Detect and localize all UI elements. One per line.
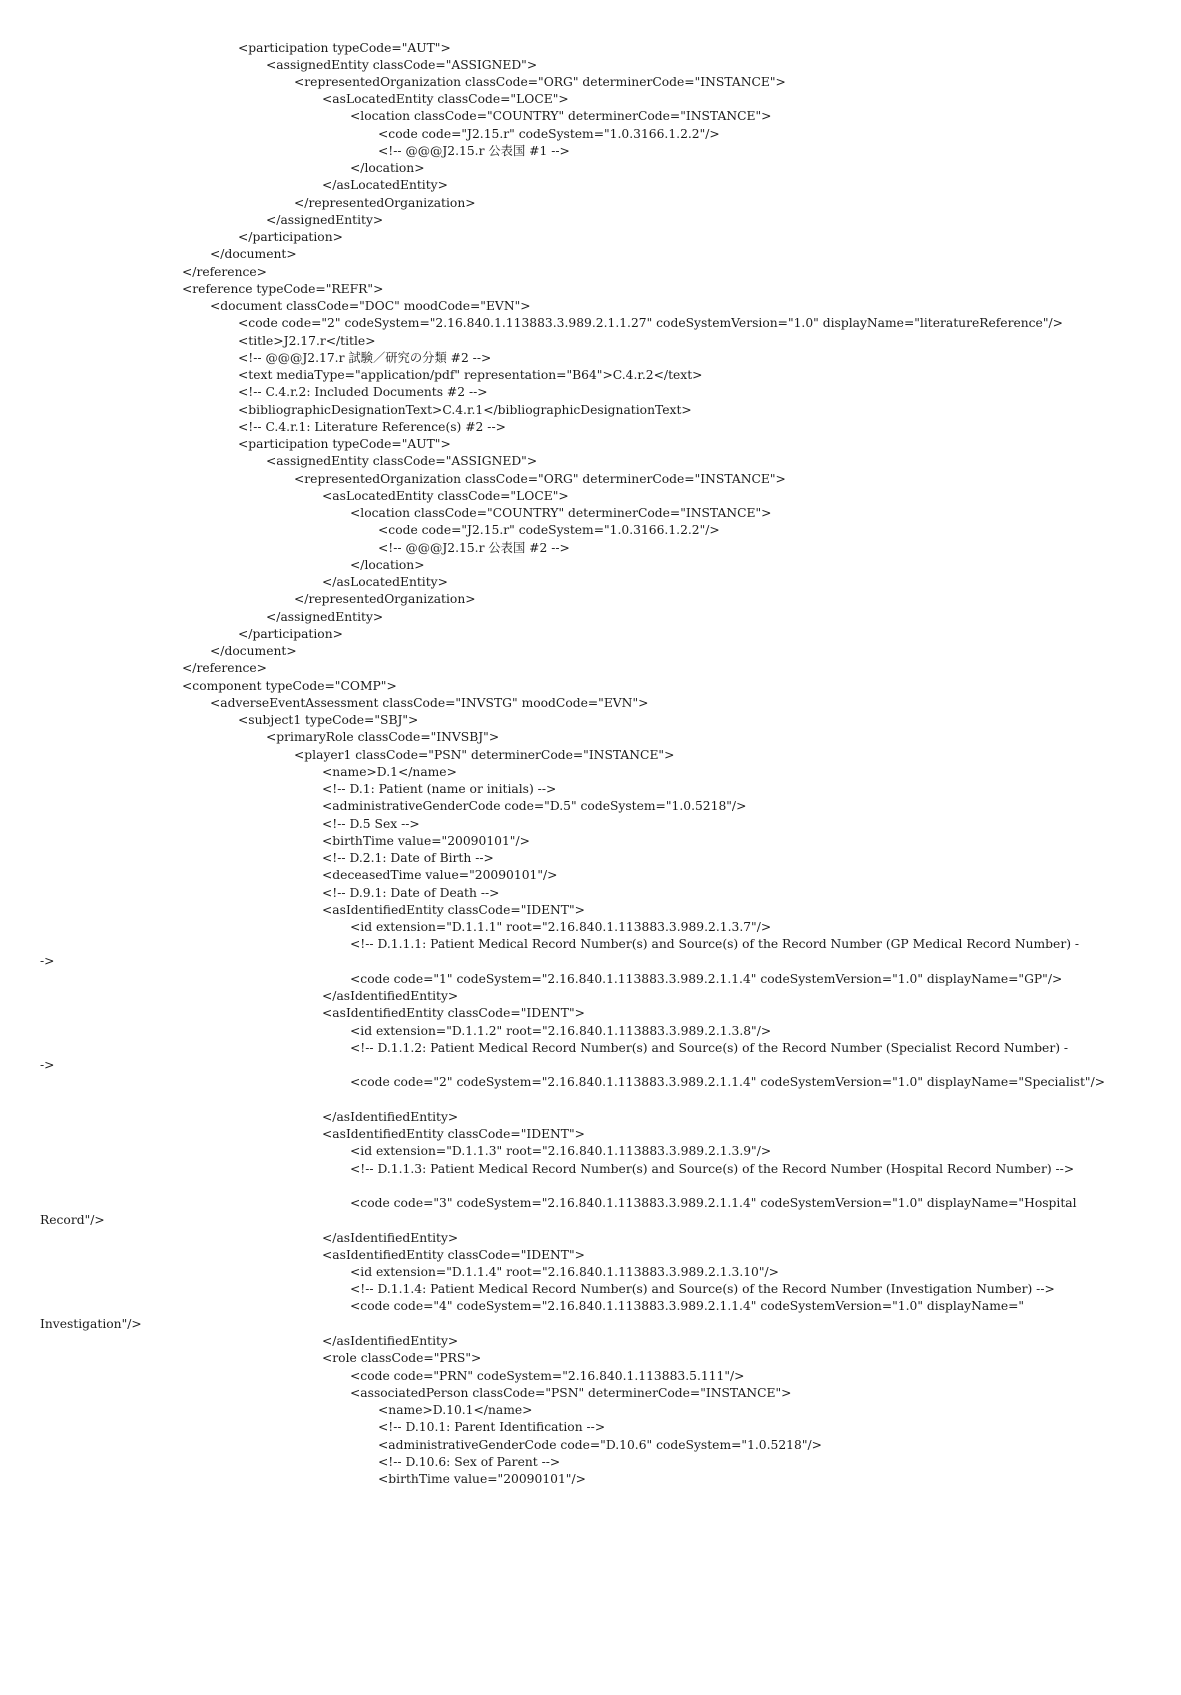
code-line: <reference typeCode="REFR">: [182, 282, 384, 296]
code-line: <!-- D.1.1.4: Patient Medical Record Number(s) and Source(s) of the Record Number (Investigation Number) -->: [350, 1282, 1055, 1296]
code-line: <!-- D.1.1.3: Patient Medical Record Number(s) and Source(s) of the Record Number (Hospital Record Number) -->: [350, 1162, 1075, 1176]
code-line: <text mediaType="application/pdf" representation="B64">C.4.r.2</text>: [238, 368, 703, 382]
code-line: <document classCode="DOC" moodCode="EVN">: [210, 299, 531, 313]
code-line: <code code="J2.15.r" codeSystem="1.0.3166.1.2.2"/>: [378, 127, 720, 141]
code-line: <!-- C.4.r.1: Literature Reference(s) #2 -->: [238, 420, 506, 434]
xml-code-page: [40, 40, 1135, 1580]
code-line: </participation>: [238, 230, 343, 244]
code-line: <code code="J2.15.r" codeSystem="1.0.3166.1.2.2"/>: [378, 523, 720, 537]
code-line: <!-- D.1.1.1: Patient Medical Record Number(s) and Source(s) of the Record Number (GP Medical Record Number) -: [350, 937, 1080, 951]
code-line: <!-- @@@J2.15.r 公表国 #2 -->: [378, 541, 570, 555]
code-line: <participation typeCode="AUT">: [238, 437, 451, 451]
code-line: <administrativeGenderCode code="D.5" codeSystem="1.0.5218"/>: [322, 799, 747, 813]
code-line: <code code="1" codeSystem="2.16.840.1.113883.3.989.2.1.1.4" codeSystemVersion="1.0" displayName="GP"/>: [350, 972, 1063, 986]
code-line: <!-- D.10.6: Sex of Parent -->: [378, 1455, 561, 1469]
code-line: </document>: [210, 247, 297, 261]
code-line: <deceasedTime value="20090101"/>: [322, 868, 558, 882]
code-line: <!-- D.1.1.2: Patient Medical Record Number(s) and Source(s) of the Record Number (Specialist Record Number) -: [350, 1041, 1069, 1055]
code-line: <bibliographicDesignationText>C.4.r.1</bibliographicDesignationText>: [238, 403, 692, 417]
code-line: <adverseEventAssessment classCode="INVSTG" moodCode="EVN">: [210, 696, 649, 710]
code-line: <!-- @@@J2.17.r 試験／研究の分類 #2 -->: [238, 351, 492, 365]
code-line: </asIdentifiedEntity>: [322, 1110, 459, 1124]
code-line: <asLocatedEntity classCode="LOCE">: [322, 489, 569, 503]
code-line: <assignedEntity classCode="ASSIGNED">: [266, 454, 538, 468]
code-line: <location classCode="COUNTRY" determinerCode="INSTANCE">: [350, 109, 772, 123]
code-line: </reference>: [182, 661, 267, 675]
code-line: </asLocatedEntity>: [322, 575, 448, 589]
code-line: <representedOrganization classCode="ORG" determinerCode="INSTANCE">: [294, 75, 786, 89]
code-line: <id extension="D.1.1.2" root="2.16.840.1.113883.3.989.2.1.3.8"/>: [350, 1024, 772, 1038]
code-line: <asIdentifiedEntity classCode="IDENT">: [322, 1127, 585, 1141]
code-line: </location>: [350, 161, 425, 175]
code-line: <player1 classCode="PSN" determinerCode="INSTANCE">: [294, 748, 675, 762]
code-line: </reference>: [182, 265, 267, 279]
code-line: <name>D.10.1</name>: [378, 1403, 533, 1417]
code-line: <birthTime value="20090101"/>: [378, 1472, 586, 1486]
code-line: <!-- D.5 Sex -->: [322, 817, 420, 831]
code-line: </asIdentifiedEntity>: [322, 1334, 459, 1348]
code-line: <code code="2" codeSystem="2.16.840.1.113883.3.989.2.1.1.4" codeSystemVersion="1.0" displayName="Specialist"/>: [350, 1075, 1106, 1089]
code-line: <code code="PRN" codeSystem="2.16.840.1.113883.5.111"/>: [350, 1369, 745, 1383]
code-line: Investigation"/>: [40, 1317, 142, 1331]
code-line: <asIdentifiedEntity classCode="IDENT">: [322, 903, 585, 917]
code-line: <associatedPerson classCode="PSN" determinerCode="INSTANCE">: [350, 1386, 792, 1400]
code-line: <!-- C.4.r.2: Included Documents #2 -->: [238, 385, 488, 399]
code-line: </assignedEntity>: [266, 610, 384, 624]
code-line: </asIdentifiedEntity>: [322, 989, 459, 1003]
code-line: <administrativeGenderCode code="D.10.6" codeSystem="1.0.5218"/>: [378, 1438, 822, 1452]
code-line: </asLocatedEntity>: [322, 178, 448, 192]
code-line: </participation>: [238, 627, 343, 641]
code-line: <!-- D.9.1: Date of Death -->: [322, 886, 500, 900]
code-line: </assignedEntity>: [266, 213, 384, 227]
code-line: <asLocatedEntity classCode="LOCE">: [322, 92, 569, 106]
code-line: ->: [40, 1058, 55, 1072]
code-line: Record"/>: [40, 1213, 105, 1227]
code-line: <id extension="D.1.1.1" root="2.16.840.1.113883.3.989.2.1.3.7"/>: [350, 920, 772, 934]
code-line: <primaryRole classCode="INVSBJ">: [266, 730, 500, 744]
code-line: <assignedEntity classCode="ASSIGNED">: [266, 58, 538, 72]
code-line: </asIdentifiedEntity>: [322, 1231, 459, 1245]
code-line: </representedOrganization>: [294, 592, 476, 606]
code-line: </location>: [350, 558, 425, 572]
code-line: <!-- D.10.1: Parent Identification -->: [378, 1420, 606, 1434]
code-line: <participation typeCode="AUT">: [238, 41, 451, 55]
code-line: <title>J2.17.r</title>: [238, 334, 376, 348]
code-line: <!-- D.2.1: Date of Birth -->: [322, 851, 494, 865]
code-line: <role classCode="PRS">: [322, 1351, 482, 1365]
code-line: <name>D.1</name>: [322, 765, 457, 779]
code-line: <code code="4" codeSystem="2.16.840.1.113883.3.989.2.1.1.4" codeSystemVersion="1.0" displayName=": [350, 1299, 1025, 1313]
code-line: <birthTime value="20090101"/>: [322, 834, 530, 848]
code-line: <location classCode="COUNTRY" determinerCode="INSTANCE">: [350, 506, 772, 520]
code-line: </representedOrganization>: [294, 196, 476, 210]
code-line: <subject1 typeCode="SBJ">: [238, 713, 419, 727]
code-line: <asIdentifiedEntity classCode="IDENT">: [322, 1248, 585, 1262]
code-line: <!-- @@@J2.15.r 公表国 #1 -->: [378, 144, 570, 158]
code-line: <id extension="D.1.1.3" root="2.16.840.1.113883.3.989.2.1.3.9"/>: [350, 1144, 772, 1158]
code-line: <code code="3" codeSystem="2.16.840.1.113883.3.989.2.1.1.4" codeSystemVersion="1.0" displayName="Hospital: [350, 1196, 1077, 1210]
code-line: <!-- D.1: Patient (name or initials) -->: [322, 782, 557, 796]
code-line: <representedOrganization classCode="ORG" determinerCode="INSTANCE">: [294, 472, 786, 486]
code-line: </document>: [210, 644, 297, 658]
code-line: ->: [40, 954, 55, 968]
code-line: <component typeCode="COMP">: [182, 679, 397, 693]
code-line: <code code="2" codeSystem="2.16.840.1.113883.3.989.2.1.1.27" codeSystemVersion="1.0" displayName="literatureReference"/>: [238, 316, 1063, 330]
code-line: <id extension="D.1.1.4" root="2.16.840.1.113883.3.989.2.1.3.10"/>: [350, 1265, 779, 1279]
code-line: <asIdentifiedEntity classCode="IDENT">: [322, 1006, 585, 1020]
